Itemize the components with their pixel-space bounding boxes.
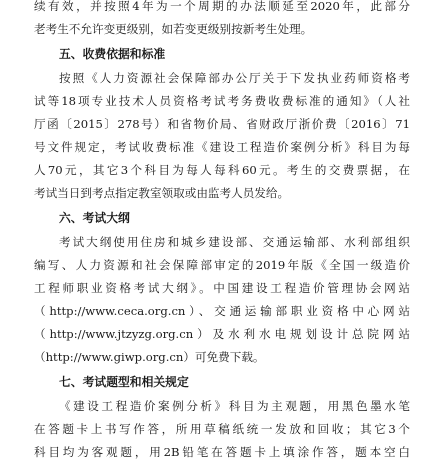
paragraph-line-16: 在答题卡上书写作答，所用草稿纸统一发放和回收；其它3个 xyxy=(34,422,410,436)
paragraph-line-15: 《建设工程造价案例分析》科目为主观题，用黑色墨水笔 xyxy=(59,399,410,413)
section-heading-syllabus: 六、考试大纲 xyxy=(59,211,130,225)
paragraph-line-10: 编写、人力资源和社会保障部审定的2019年版《全国一级造价 xyxy=(34,258,410,272)
paragraph-line-9: 考试大纲使用住房和城乡建设部、交通运输部、水利部组织 xyxy=(59,235,410,249)
paragraph-line-14: （http://www.giwp.org.cn）可免费下载。 xyxy=(34,350,265,364)
paragraph-line-7: 人70元，其它3个科目为每人每科60元。考生的交费票据，在 xyxy=(34,163,410,177)
paragraph-line-6: 号文件规定，考试收费标准《建设工程造价案例分析》科目为每 xyxy=(34,140,410,154)
paragraph-line-1: 续有效，并按照4年为一个周期的办法顺延至2020年，此部分 xyxy=(34,0,410,13)
paragraph-line-12: （http://www.ceca.org.cn）、交通运输部职业资格中心网站 xyxy=(34,304,410,318)
paragraph-line-4: 试等18项专业技术人员资格考试考务费收费标准的通知》（人社 xyxy=(34,94,410,108)
paragraph-line-13: （http://www.jtzyzg.org.cn）及水利水电规划设计总院网站 xyxy=(34,327,410,341)
paragraph-line-2: 老考生不允许变更级别，如若变更级别按新考生处理。 xyxy=(34,22,313,36)
paragraph-line-8: 考试当日到考点指定教室领取或由监考人员发给。 xyxy=(34,186,290,200)
paragraph-line-5: 厅函〔2015〕278号）和省物价局、省财政厅浙价费〔2016〕71 xyxy=(34,117,410,131)
section-heading-fees: 五、收费依据和标准 xyxy=(59,47,166,61)
section-heading-question-types: 七、考试题型和相关规定 xyxy=(59,375,189,389)
paragraph-line-3: 按照《人力资源社会保障部办公厅关于下发执业药师资格考 xyxy=(59,71,410,85)
paragraph-line-17: 科目均为客观题，用2B铅笔在答题卡上填涂作答，题本空白 xyxy=(34,445,410,459)
paragraph-line-11: 工程师职业资格考试大纲》。中国建设工程造价管理协会网站 xyxy=(34,281,410,295)
